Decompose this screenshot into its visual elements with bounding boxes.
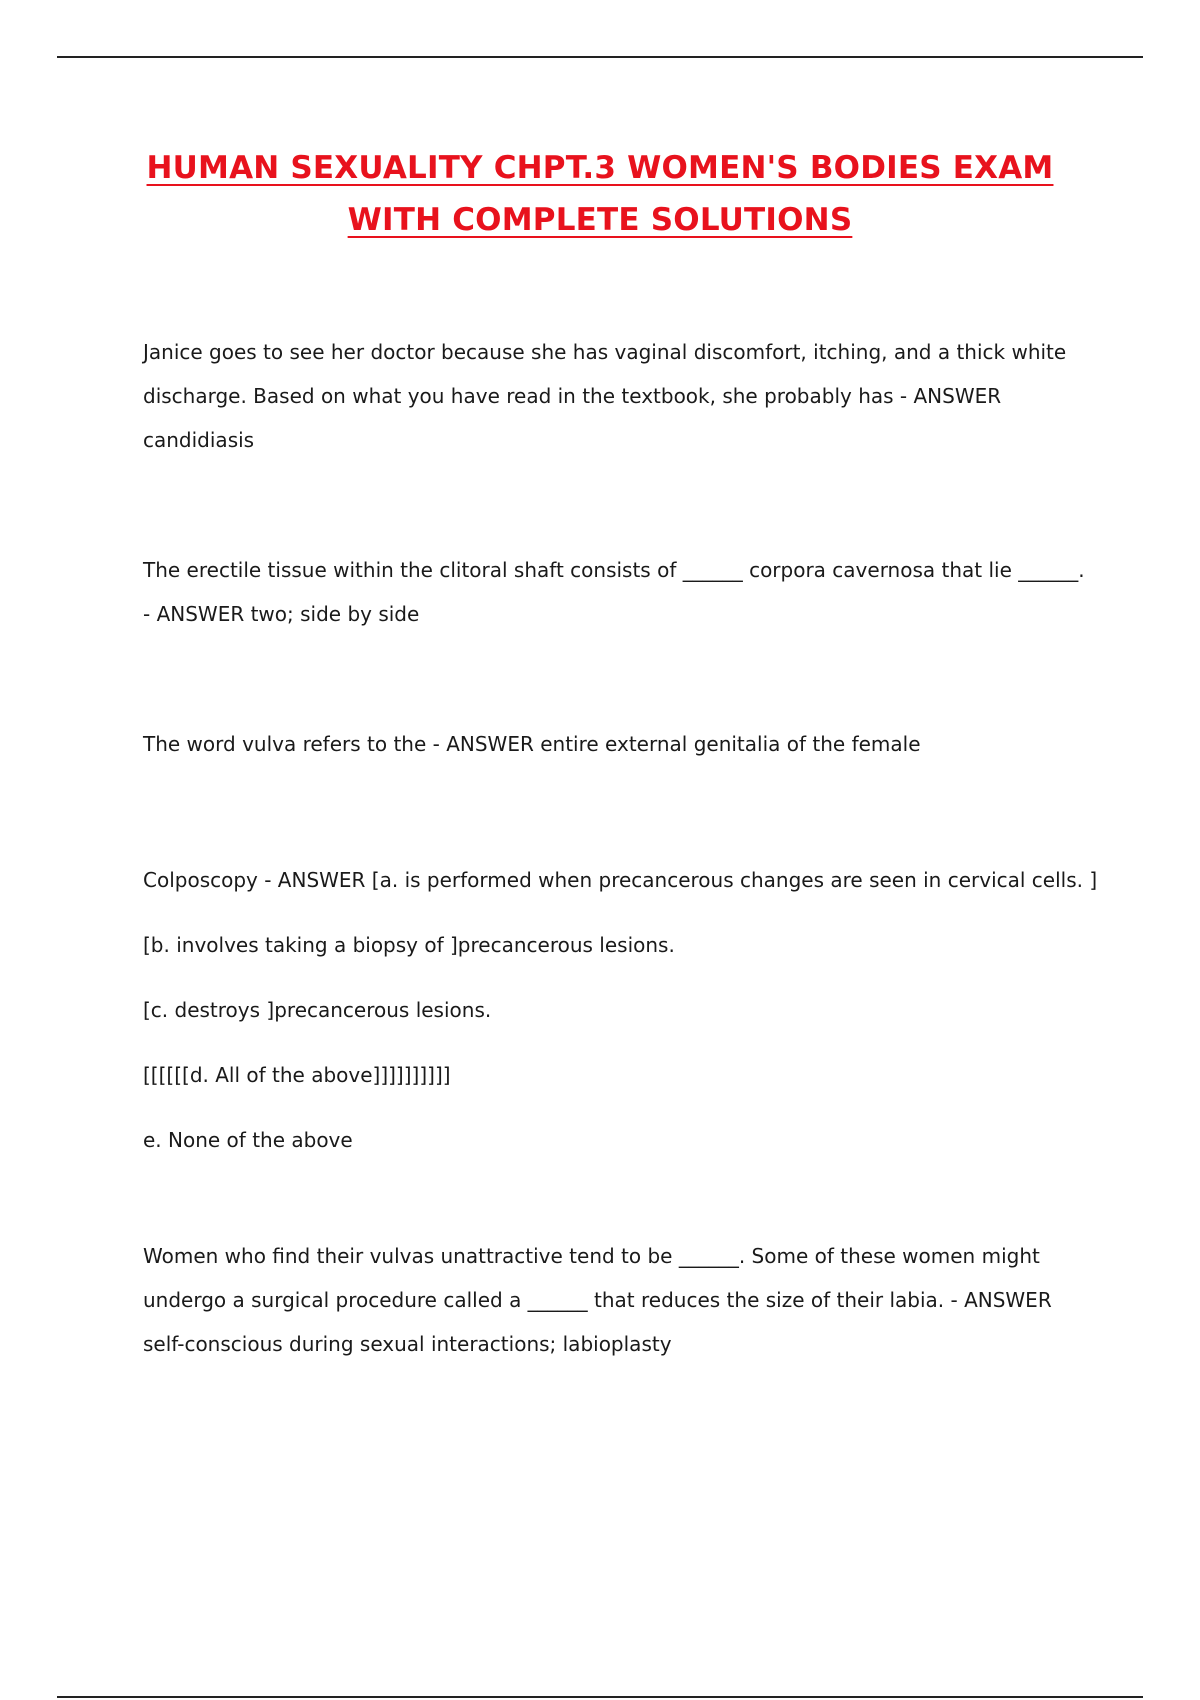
- question-5: [143, 1234, 1103, 1366]
- question-4-line-1: Colposcopy - ANSWER [a. is performed when precancerous changes are seen in cervical cells. ]: [143, 868, 1098, 892]
- question-1-line-1: Janice goes to see her doctor because she has vaginal discomfort, itching, and a thick white: [143, 340, 1067, 364]
- question-4-line-4: [[[[[[d. All of the above]]]]]]]]]]: [143, 1063, 451, 1087]
- question-2: [143, 548, 1103, 636]
- question-5-line-2: undergo a surgical procedure called a ______ that reduces the size of their labia. - ANSWER: [143, 1288, 1052, 1312]
- title-line-1: HUMAN SEXUALITY CHPT.3 WOMEN'S BODIES EXAM: [146, 150, 1054, 186]
- question-3-line-1: The word vulva refers to the - ANSWER entire external genitalia of the female: [143, 732, 921, 756]
- question-3: [143, 722, 1103, 766]
- question-2-line-2: - ANSWER two; side by side: [143, 602, 420, 626]
- question-4-line-5: e. None of the above: [143, 1128, 353, 1152]
- question-5-line-1: Women who find their vulvas unattractive tend to be ______. Some of these women might: [143, 1244, 1040, 1268]
- top-rule: [57, 56, 1143, 58]
- document-title: [100, 142, 1100, 246]
- bottom-rule: [57, 1696, 1143, 1698]
- title-line-2: WITH COMPLETE SOLUTIONS: [347, 202, 853, 238]
- question-4: [143, 848, 1103, 1173]
- question-1-line-3: candidiasis: [143, 428, 255, 452]
- question-1: [143, 330, 1103, 462]
- question-4-line-3: [c. destroys ]precancerous lesions.: [143, 998, 492, 1022]
- question-5-line-3: self-conscious during sexual interactions; labioplasty: [143, 1332, 672, 1356]
- question-4-line-2: [b. involves taking a biopsy of ]precancerous lesions.: [143, 933, 675, 957]
- question-2-line-1: The erectile tissue within the clitoral shaft consists of ______ corpora cavernosa that lie ______.: [143, 558, 1085, 582]
- question-1-line-2: discharge. Based on what you have read in the textbook, she probably has - ANSWER: [143, 384, 1002, 408]
